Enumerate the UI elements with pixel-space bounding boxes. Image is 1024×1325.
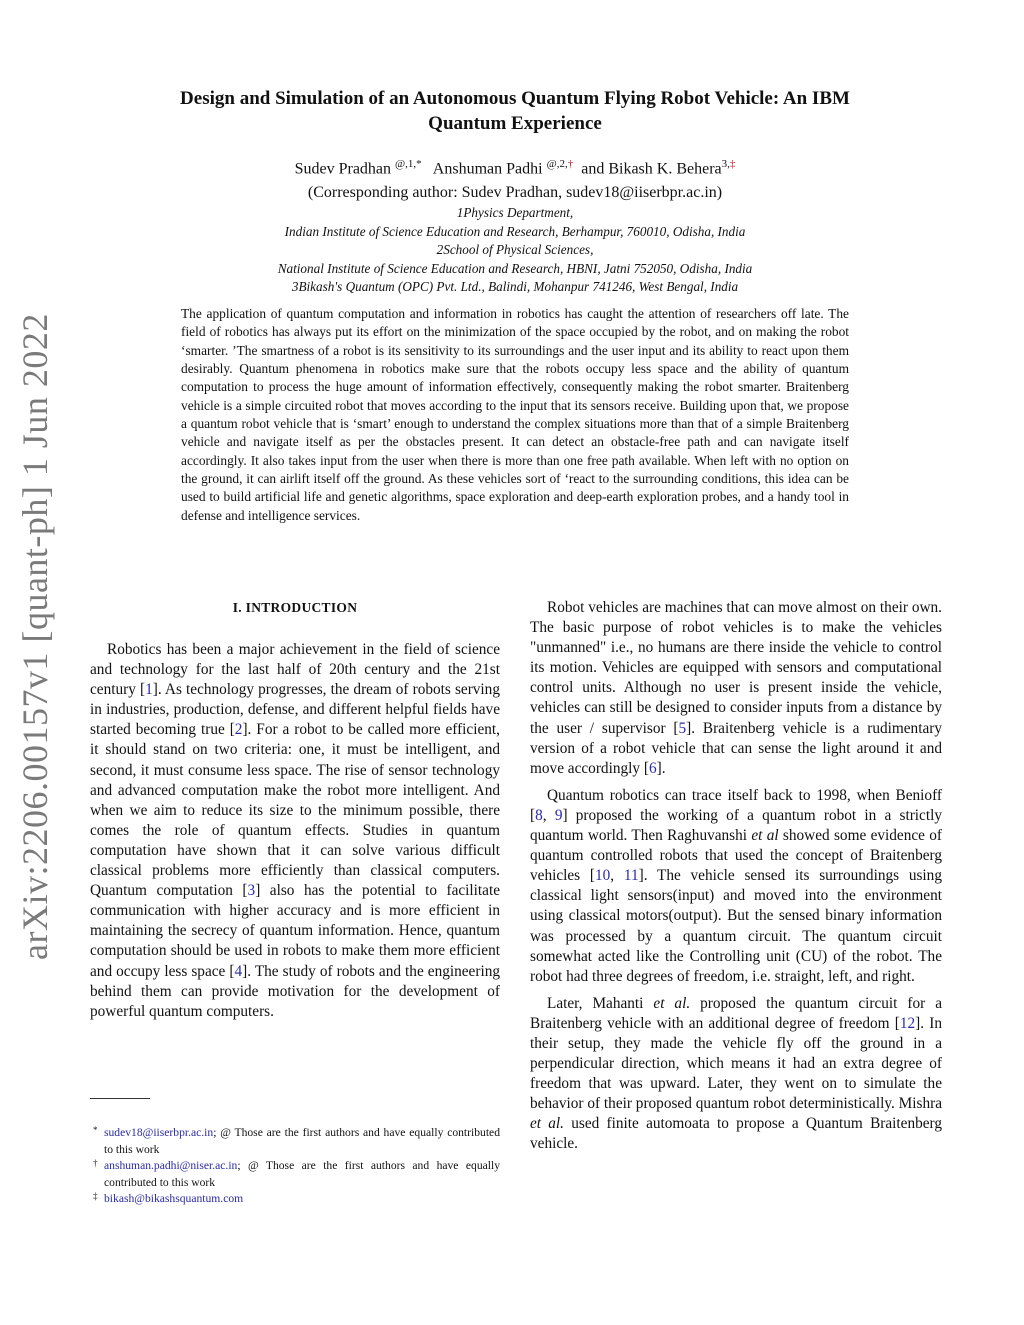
text-run: Robotics has been a major achievement in the field of science and technology for the last half of 20th century and the 21st century [ — [90, 641, 500, 699]
footnotes — [90, 1125, 500, 1208]
footnote-text: ; @ Those are the first authors and have equally contributed to this work — [104, 1159, 500, 1189]
footnote-rule — [90, 1098, 150, 1099]
text-run: ]. Braitenberg vehicle is a rudimentary version of a robot vehicle that can sense the light around it and move accordingly [ — [530, 719, 942, 777]
text-run-italic: et al. — [653, 994, 691, 1012]
and-text: and — [581, 160, 605, 178]
citation-link[interactable]: 6 — [648, 759, 657, 777]
intro-paragraph-1 — [90, 640, 500, 1022]
affiliations — [110, 204, 920, 297]
author-3-name: Bikash K. Behera — [608, 160, 722, 178]
author-3-affil: 3, — [721, 158, 730, 170]
right-paragraph-1 — [530, 598, 942, 779]
author-2-affil: @,2, — [546, 158, 568, 170]
email-link[interactable]: anshuman.padhi@niser.ac.in — [104, 1159, 238, 1172]
section-heading-introduction: I. INTRODUCTION — [232, 600, 358, 615]
text-run: ]. In their setup, they made the vehicle fly off the ground in a perpendicular direction, which means it had an extra degree of freedom that was upward. Later, they went on to simulate the behavior of their proposed quantum robot deterministically. Mishra — [530, 1014, 942, 1113]
footnote-1 — [90, 1125, 500, 1158]
affiliation-line: 3Bikash's Quantum (OPC) Pvt. Ltd., Balindi, Mohanpur 741246, West Bengal, India — [291, 279, 739, 294]
text-run: ]. The study of robots and the engineering behind them can provide motivation for the development of powerful quantum computers. — [90, 962, 500, 1020]
text-run: Robot vehicles are machines that can move almost on their own. The basic purpose of robot vehicles is to make the vehicles "unmanned" i.e., no humans are there inside the vehicle to control its motion. Vehicles are equipped with sensors and computational control units. Although no user is present inside the vehicle, vehicles can still be designed to consider inputs from a distance by the user / supervisor [ — [530, 599, 942, 737]
citation-link[interactable]: 8 — [535, 806, 543, 824]
footnote-mark: * — [93, 1125, 98, 1135]
citation-link[interactable]: 4 — [234, 962, 243, 980]
author-3-sup — [722, 158, 736, 170]
text-run: used finite automoata to propose a Quantum Braitenberg vehicle. — [530, 1115, 942, 1153]
affiliation-line: 2School of Physical Sciences, — [436, 242, 594, 257]
affiliation-line: Indian Institute of Science Education and Research, Berhampur, 760010, Odisha, India — [284, 223, 746, 239]
email-link[interactable]: bikash@bikashsquantum.com — [104, 1192, 244, 1205]
abstract: The application of quantum computation and information in robotics has caught the attention of researchers off late. The field of robotics has always put its effort on the minimization of the space occupied by the robot, and on making the robot ‘smarter. ’The smartness of a robot is its sensitivity to its surroundings and the user input and its ability to react upon them desirably. Quantum phenomena in robotics make sure that the robots occupy less space and the ability of quantum computation to process the huge amount of information effectively, consequently making the robot smarter. Braitenberg vehicle is a simple circuited robot that moves according to the input that its sensors receive. Building upon that, we propose a quantum robot vehicle that is ‘smart’ enough to understand the complex situations more than that of a simple Braitenberg vehicle and navigate itself as per the obstacles present. It can detect an obstacle-free path and can navigate itself accordingly. It also takes input from the user when there is more than one free path available. When left with no option on the ground, it can airlift itself off the ground. As these vehicles sort of ‘react to the surrounding conditions, this idea can be used to build artificial life and genetic algorithms, space exploration and deep-earth exploration probes, and a handy tool in defense and intelligence services. — [181, 306, 849, 523]
author-2-sup — [547, 158, 574, 170]
author-block — [110, 152, 920, 205]
text-run: Later, Mahanti — [547, 994, 654, 1012]
title-line-2: Quantum Experience — [428, 113, 602, 134]
author-list — [110, 152, 920, 181]
right-paragraph-2 — [530, 786, 942, 987]
citation-link[interactable]: 12 — [899, 1014, 916, 1032]
text-run: ]. For a robot to be called more efficient, it should stand on two criteria: one, it must be intelligent, and second, it must consume less space. The rise of sensor technology and advanced computation make the robot more intelligent. And when we aim to reduce its size to the minimum possible, there comes the role of quantum effects. Studies in quantum computation have shown that it can solve various difficult classical problems more efficiently than classical computers. Quantum computation [ — [90, 721, 500, 900]
text-run: showed some evidence of quantum controlled robots that used the concept of Braitenberg vehicles [ — [530, 827, 942, 885]
footnote-3 — [90, 1191, 500, 1208]
author-2-dagger: † — [567, 158, 574, 170]
arxiv-stamp: arXiv:2206.00157v1 [quant-ph] 1 Jun 2022 — [15, 313, 55, 960]
corresponding-author: (Corresponding author: Sudev Pradhan, sudev18@iiserbpr.ac.in) — [307, 184, 723, 202]
citation-link[interactable]: 9 — [554, 806, 563, 824]
citation-link[interactable]: 1 — [145, 681, 153, 699]
footnote-2 — [90, 1158, 500, 1191]
footnote-mark: † — [93, 1158, 98, 1168]
affiliation-line: National Institute of Science Education and Research, HBNI, Jatni 752050, Odisha, India — [277, 260, 753, 276]
text-run-italic: et al. — [530, 1115, 565, 1133]
author-3-dagger: ‡ — [729, 158, 736, 170]
text-run: Quantum robotics can trace itself back to 1998, when Benioff [ — [530, 786, 942, 824]
left-column — [90, 598, 500, 1022]
citation-link[interactable]: 5 — [678, 719, 687, 737]
text-run: ]. As technology progresses, the dream of robots serving in industries, production, defense, and different helpful fields have started becoming true [ — [90, 681, 500, 739]
citation-link[interactable]: 11 — [623, 867, 639, 885]
right-column — [530, 598, 942, 1155]
text-run: ] also has the potential to facilitate communication with higher accuracy and is more efficient in maintaining the secrecy of quantum information. Hence, quantum computation should be used in robots to make them more efficient and occupy less space [ — [90, 882, 500, 980]
right-paragraph-3 — [530, 994, 942, 1155]
citation-link[interactable]: 3 — [247, 882, 256, 900]
author-1-name: Sudev Pradhan — [294, 160, 392, 178]
text-run-italic: et al — [751, 827, 779, 845]
text-run: ]. — [656, 759, 666, 777]
text-run: , — [542, 806, 555, 824]
footnote-text: ; @ Those are the first authors and have equally contributed to this work — [104, 1126, 500, 1156]
citation-link[interactable]: 10 — [594, 867, 611, 885]
email-link[interactable]: sudev18@iiserbpr.ac.in — [104, 1126, 214, 1139]
affiliation-line: 1Physics Department, — [456, 205, 574, 220]
author-1-sup: @,1,* — [395, 158, 422, 170]
text-run: , — [610, 867, 624, 885]
text-run: proposed the quantum circuit for a Braitenberg vehicle with an additional degree of freedom [ — [530, 994, 942, 1032]
text-run: ]. The vehicle sensed its surroundings using classical light sensors(input) and moved into the environment using classical motors(output). But the sensed binary information was processed by a quantum circuit. The quantum circuit somewhat acted like the Controlling unit (CU) of the robot. The robot had three degrees of freedom, i.e. straight, left, and right. — [530, 867, 942, 985]
citation-link[interactable]: 2 — [234, 721, 243, 739]
author-2-name: Anshuman Padhi — [432, 160, 543, 178]
paper-title — [110, 86, 920, 136]
title-line-1: Design and Simulation of an Autonomous Quantum Flying Robot Vehicle: An IBM — [180, 88, 850, 109]
footnote-mark: ‡ — [93, 1191, 98, 1201]
text-run: ] proposed the working of a quantum robot in a strictly quantum world. Then Raghuvanshi — [530, 806, 942, 845]
